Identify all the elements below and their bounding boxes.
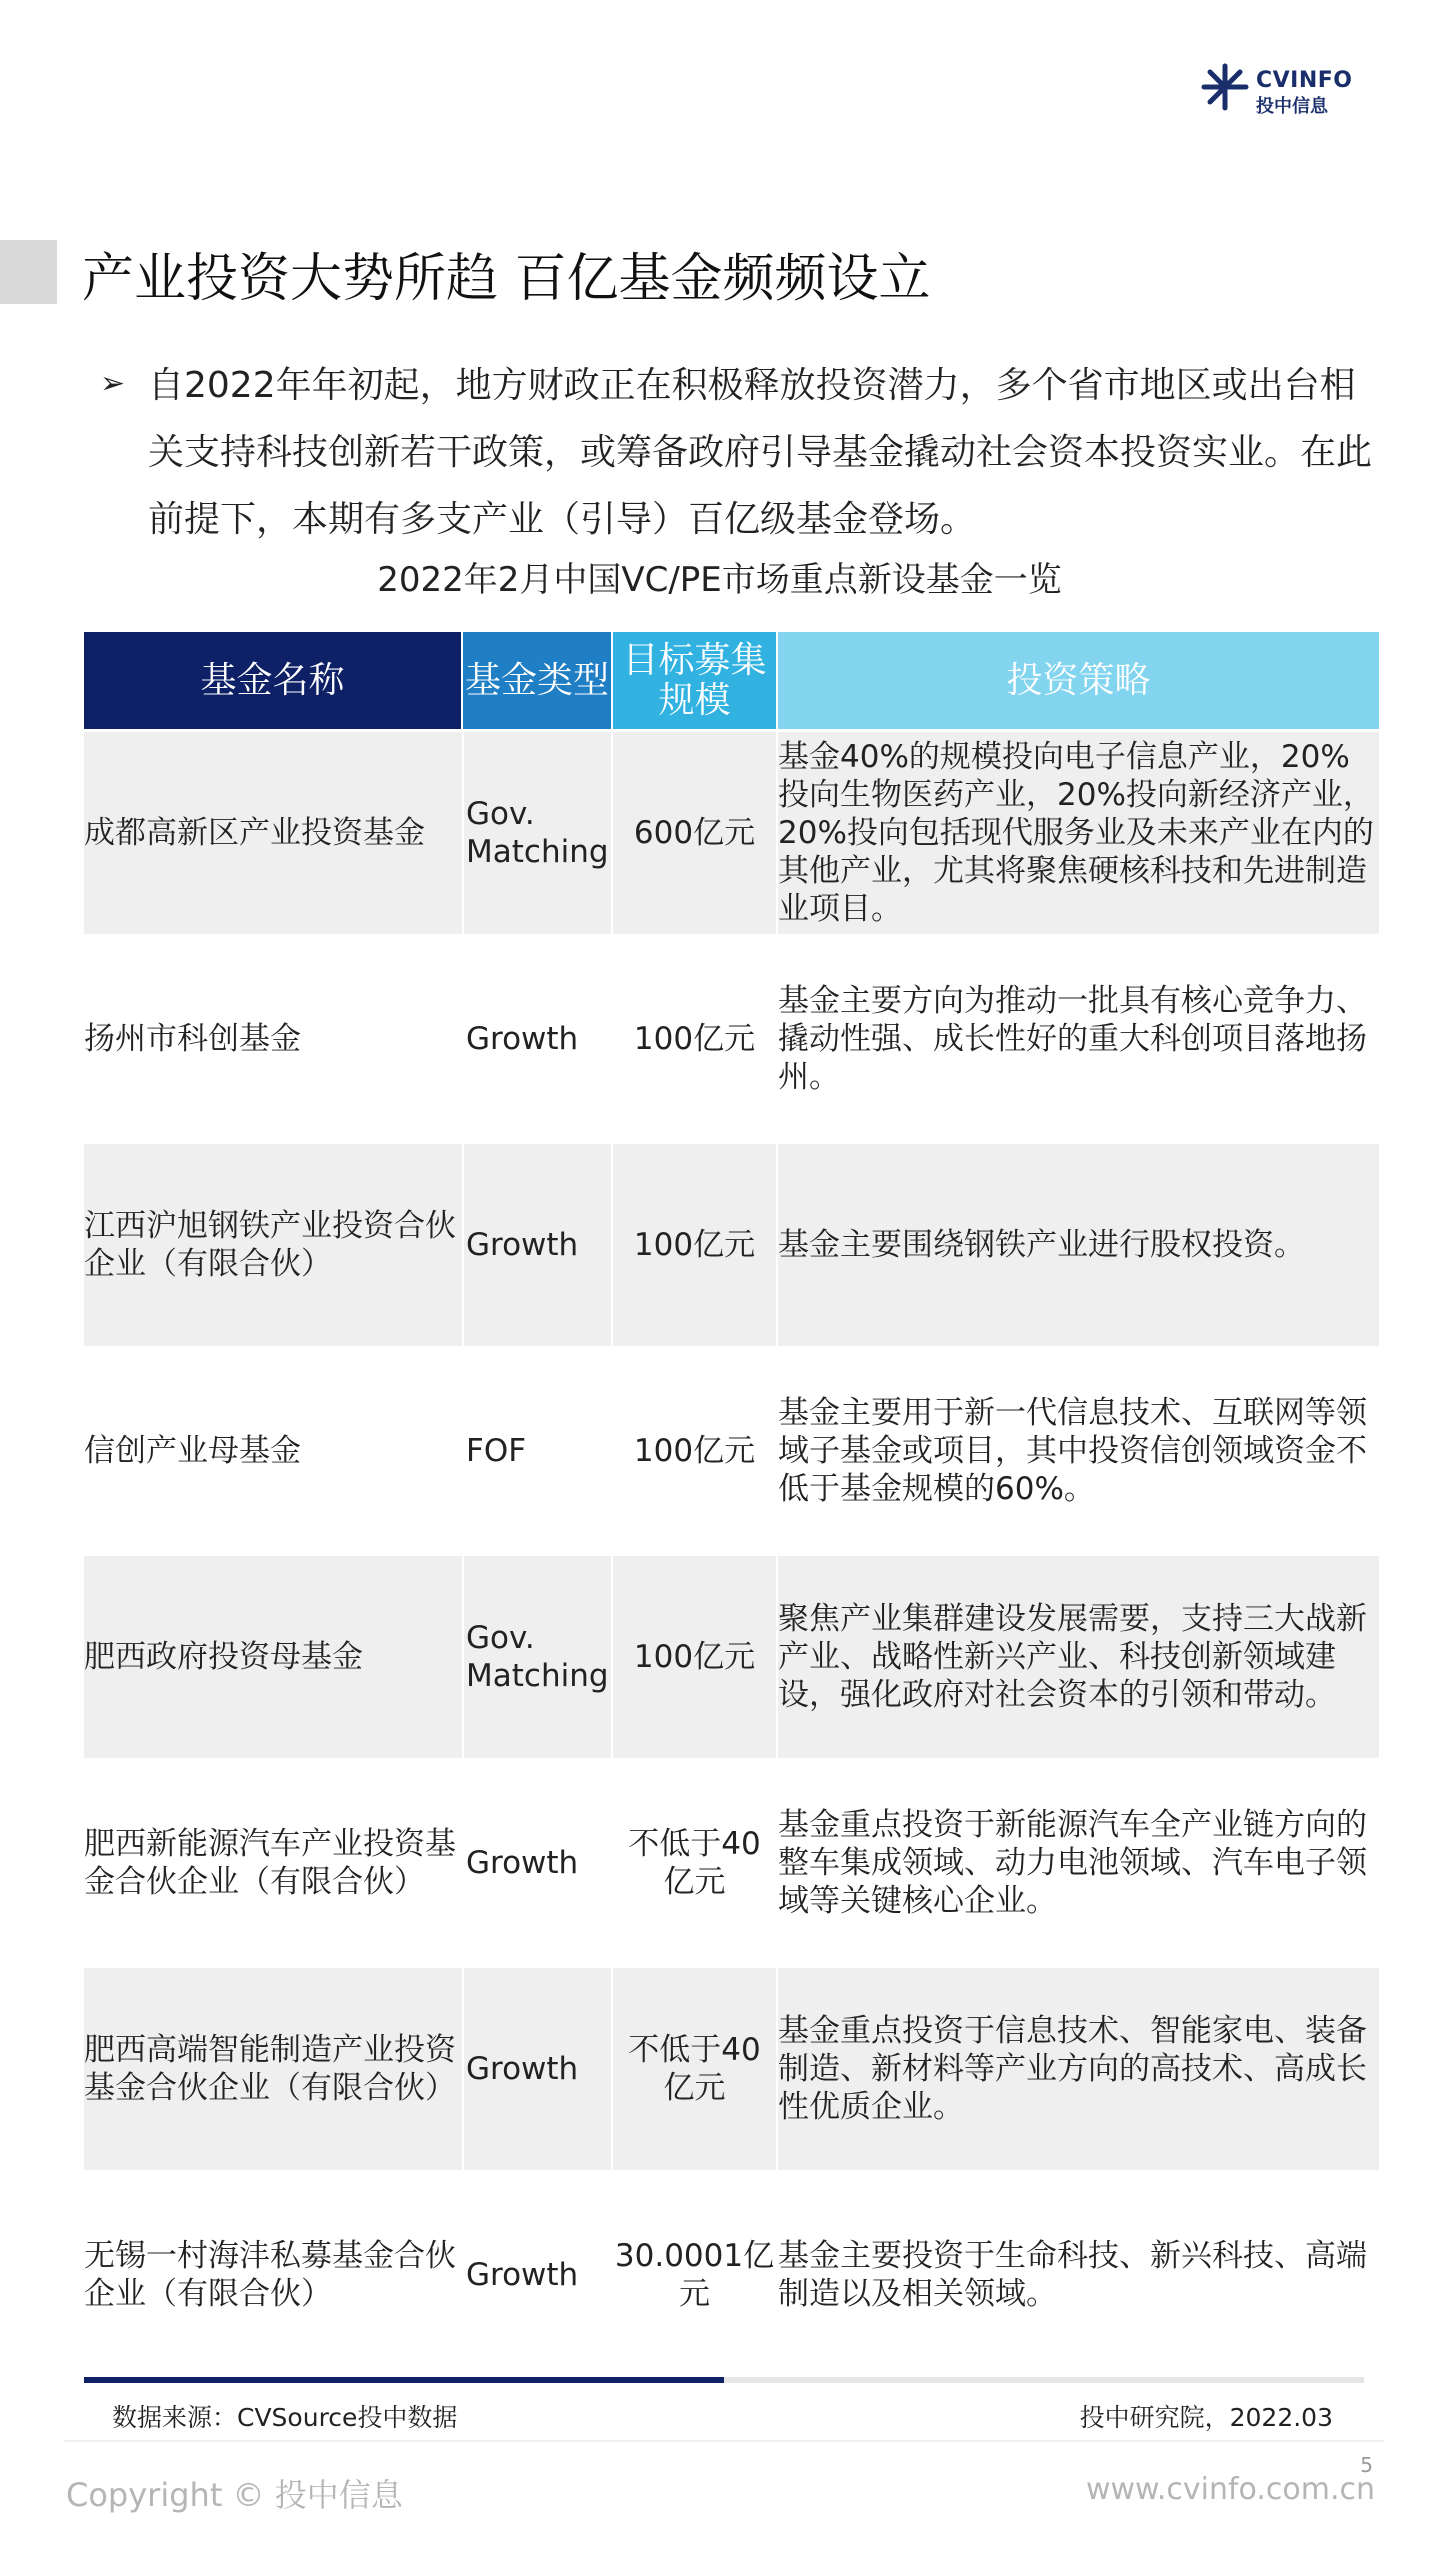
column-divider: [776, 732, 778, 934]
cell-strategy: 基金主要方向为推动一批具有核心竞争力、撬动性强、成长性好的重大科创项目落地扬州。: [778, 983, 1367, 1095]
header-strategy: 投资策略: [778, 632, 1379, 729]
table-row: [84, 938, 1379, 1140]
intro-paragraph: 自2022年年初起，地方财政正在积极释放投资潜力，多个省市地区或出台相关支持科技创新若干政策，或筹备政府引导基金撬动社会资本投资实业。在此前提下，本期有多支产业（引导）百亿级基金登场。: [148, 365, 1373, 540]
column-divider: [611, 1762, 613, 1964]
column-divider: [776, 938, 778, 1140]
table-row: [84, 1968, 1379, 2170]
header-target-size: 目标募集规模: [613, 632, 776, 729]
column-divider: [776, 1556, 778, 1758]
copyright: Copyright © 投中信息: [66, 2476, 403, 2514]
cell-strategy: 基金主要围绕钢铁产业进行股权投资。: [778, 1227, 1305, 1263]
cell-fund-name: 扬州市科创基金: [84, 1021, 301, 1057]
cvinfo-logo: [1200, 62, 1360, 122]
cell-strategy: 基金40%的规模投向电子信息产业，20%投向生物医药产业，20%投向新经济产业，20%投向包括现代服务业及未来产业在内的其他产业，尤其将聚焦硬核科技和先进制造业项目。: [778, 739, 1374, 927]
cell-fund-name: 无锡一村海沣私募基金合伙企业（有限合伙）: [84, 2238, 456, 2312]
footer-progress-fill: [84, 2377, 724, 2383]
table-row: [84, 2174, 1379, 2376]
table-row: [84, 732, 1379, 934]
cell-target-size: 不低于40亿元: [628, 2032, 761, 2106]
column-divider: [462, 1556, 464, 1758]
cell-fund-name: 肥西政府投资母基金: [84, 1639, 363, 1675]
cell-fund-type: Growth: [466, 1021, 579, 1057]
footer-divider: [64, 2440, 1384, 2442]
column-divider: [611, 1556, 613, 1758]
column-divider: [776, 1144, 778, 1346]
cell-fund-name: 肥西高端智能制造产业投资基金合伙企业（有限合伙）: [84, 2032, 456, 2106]
table-title: 2022年2月中国VC/PE市场重点新设基金一览: [377, 560, 1062, 600]
footer-org-date: 投中研究院，2022.03: [1079, 2403, 1333, 2432]
cell-strategy: 聚焦产业集群建设发展需要，支持三大战新产业、战略性新兴产业、科技创新领域建设，强化政府对社会资本的引领和带动。: [778, 1601, 1367, 1713]
cell-target-size: 100亿元: [633, 1021, 756, 1057]
table-row: [84, 1556, 1379, 1758]
table-row: [84, 1350, 1379, 1552]
column-divider: [776, 1350, 778, 1552]
column-divider: [611, 732, 613, 934]
cell-fund-name: 江西沪旭钢铁产业投资合伙企业（有限合伙）: [84, 1208, 456, 1282]
column-divider: [462, 1762, 464, 1964]
data-source: 数据来源：CVSource投中数据: [112, 2403, 458, 2432]
page-number: 5: [1360, 2453, 1373, 2477]
cell-fund-name: 成都高新区产业投资基金: [84, 815, 425, 851]
website-url: www.cvinfo.com.cn: [1085, 2472, 1375, 2507]
column-divider: [776, 2174, 778, 2376]
logo-brand: CVINFO: [1256, 68, 1353, 93]
cell-fund-type: Growth: [466, 1845, 579, 1881]
cell-fund-name: 信创产业母基金: [84, 1433, 301, 1469]
header-fund-name: 基金名称: [84, 632, 461, 729]
cell-fund-type: Growth: [466, 1227, 579, 1263]
logo-brand-cn: 投中信息: [1256, 96, 1328, 117]
cvinfo-logo-icon: [1200, 62, 1250, 112]
column-divider: [462, 1144, 464, 1346]
title-accent-bar: [0, 240, 57, 304]
cell-target-size: 不低于40亿元: [628, 1826, 761, 1900]
page-title: 产业投资大势所趋 百亿基金频频设立: [82, 249, 931, 309]
cell-fund-type: Growth: [466, 2051, 579, 2087]
cell-target-size: 100亿元: [633, 1433, 756, 1469]
column-divider: [611, 1144, 613, 1346]
cell-fund-type: FOF: [466, 1433, 527, 1469]
cell-fund-name: 肥西新能源汽车产业投资基金合伙企业（有限合伙）: [84, 1826, 456, 1900]
column-divider: [611, 1350, 613, 1552]
cell-strategy: 基金主要用于新一代信息技术、互联网等领域子基金或项目，其中投资信创领域资金不低于基金规模的60%。: [778, 1395, 1367, 1507]
table-row: [84, 1762, 1379, 1964]
column-divider: [611, 938, 613, 1140]
cell-target-size: 100亿元: [633, 1227, 756, 1263]
header-fund-type: 基金类型: [463, 632, 611, 729]
cell-strategy: 基金重点投资于新能源汽车全产业链方向的整车集成领域、动力电池领域、汽车电子领域等关键核心企业。: [778, 1807, 1367, 1919]
bullet-arrow-icon: ➢: [100, 366, 126, 401]
cell-target-size: 600亿元: [633, 815, 756, 851]
column-divider: [776, 1762, 778, 1964]
cell-fund-type: Gov. Matching: [466, 1620, 609, 1694]
column-divider: [462, 1968, 464, 2170]
cell-fund-type: Growth: [466, 2257, 579, 2293]
cell-fund-type: Gov. Matching: [466, 796, 609, 870]
table-row: [84, 1144, 1379, 1346]
cell-strategy: 基金主要投资于生命科技、新兴科技、高端制造以及相关领域。: [778, 2238, 1367, 2312]
column-divider: [462, 938, 464, 1140]
column-divider: [462, 2174, 464, 2376]
column-divider: [462, 1350, 464, 1552]
column-divider: [462, 732, 464, 934]
column-divider: [776, 1968, 778, 2170]
column-divider: [611, 1968, 613, 2170]
column-divider: [611, 2174, 613, 2376]
cell-strategy: 基金重点投资于信息技术、智能家电、装备制造、新材料等产业方向的高技术、高成长性优质企业。: [778, 2013, 1367, 2125]
cell-target-size: 30.0001亿元: [614, 2238, 775, 2312]
cell-target-size: 100亿元: [633, 1639, 756, 1675]
